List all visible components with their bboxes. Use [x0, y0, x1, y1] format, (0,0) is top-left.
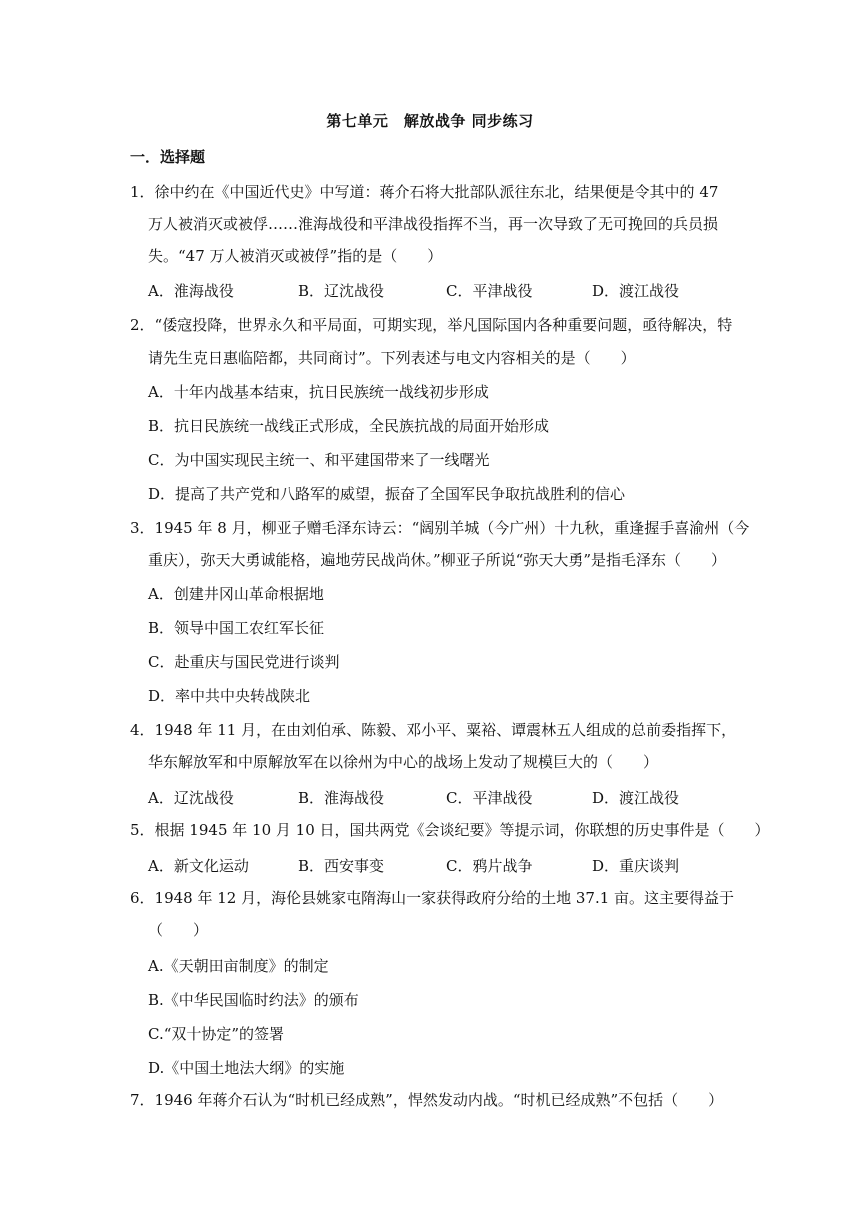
option-a[interactable]: A．创建井冈山革命根据地 — [148, 585, 324, 603]
question-1-line-1: 1．徐中约在《中国近代史》中写道：蒋介石将大批部队派往东北，结果便是令其中的 47 — [130, 183, 719, 201]
option-b[interactable]: B．领导中国工农红军长征 — [148, 619, 325, 637]
option-a[interactable]: A．辽沈战役 — [148, 789, 234, 807]
option-d[interactable]: D．渡江战役 — [592, 282, 680, 300]
question-2-line-2: 请先生克日惠临陪都，共同商讨”。下列表述与电文内容相关的是（ ） — [148, 349, 636, 367]
option-b[interactable]: B．辽沈战役 — [298, 282, 385, 300]
option-b[interactable]: B．淮海战役 — [298, 789, 385, 807]
option-a[interactable]: A.《天朝田亩制度》的制定 — [148, 957, 329, 975]
question-4-line-1: 4．1948 年 11 月，在由刘伯承、陈毅、邓小平、粟裕、谭震林五人组成的总前委指挥下， — [130, 721, 737, 739]
option-c[interactable]: C．鸦片战争 — [446, 857, 533, 875]
question-1-line-2: 万人被消灭或被俘……淮海战役和平津战役指挥不当，再一次导致了无可挽回的兵员损 — [148, 215, 719, 233]
question-6-line-2: （ ） — [148, 921, 209, 939]
option-c[interactable]: C．为中国实现民主统一、和平建国带来了一线曙光 — [148, 451, 490, 469]
question-5-line-1: 5．根据 1945 年 10 月 10 日，国共两党《会谈纪要》等提示词，你联想的历史事件是（ ） — [130, 821, 770, 839]
question-4-options — [148, 787, 728, 807]
question-4-line-2: 华东解放军和中原解放军在以徐州为中心的战场上发动了规模巨大的（ ） — [148, 753, 659, 771]
question-7-line-1: 7．1946 年蒋介石认为“时机已经成熟”，悍然发动内战。“时机已经成熟”不包括（ ） — [130, 1091, 724, 1109]
question-5-options — [148, 855, 728, 875]
option-d[interactable]: D．提高了共产党和八路军的威望，振奋了全国军民争取抗战胜利的信心 — [148, 485, 626, 503]
option-d[interactable]: D．率中共中央转战陕北 — [148, 687, 311, 705]
page-title: 第七单元 解放战争 同步练习 — [326, 112, 534, 130]
option-c[interactable]: C．赴重庆与国民党进行谈判 — [148, 653, 340, 671]
question-2-line-1: 2．“倭寇投降，世界永久和平局面，可期实现，举凡国际国内各种重要问题，亟待解决，特 — [130, 316, 733, 334]
option-b[interactable]: B．西安事变 — [298, 857, 385, 875]
option-b[interactable]: B.《中华民国临时约法》的颁布 — [148, 991, 359, 1009]
option-a[interactable]: A．十年内战基本结束，抗日民族统一战线初步形成 — [148, 383, 489, 401]
question-6-line-1: 6．1948 年 12 月，海伦县姚家屯隋海山一家获得政府分给的土地 37.1 亩。这主要得益于 — [130, 889, 735, 907]
option-c[interactable]: C．平津战役 — [446, 789, 533, 807]
option-d[interactable]: D.《中国土地法大纲》的实施 — [148, 1059, 345, 1077]
option-c[interactable]: C.“双十协定”的签署 — [148, 1025, 285, 1043]
option-a[interactable]: A．新文化运动 — [148, 857, 249, 875]
option-b[interactable]: B．抗日民族统一战线正式形成，全民族抗战的局面开始形成 — [148, 417, 550, 435]
question-3-line-2: 重庆），弥天大勇诚能格，遍地劳民战尚休。”柳亚子所说“弥天大勇”是指毛泽东（ ） — [148, 551, 727, 569]
option-c[interactable]: C．平津战役 — [446, 282, 533, 300]
question-1-options — [148, 280, 728, 300]
question-3-line-1: 3．1945 年 8 月，柳亚子赠毛泽东诗云：“阔别羊城（今广州）十九秋，重逢握手喜渝州（今 — [130, 519, 750, 537]
option-d[interactable]: D．重庆谈判 — [592, 857, 680, 875]
option-d[interactable]: D．渡江战役 — [592, 789, 680, 807]
option-a[interactable]: A．淮海战役 — [148, 282, 234, 300]
question-1-line-3: 失。“47 万人被消灭或被俘”指的是（ ） — [148, 247, 443, 265]
section-heading: 一．选择题 — [130, 148, 206, 166]
